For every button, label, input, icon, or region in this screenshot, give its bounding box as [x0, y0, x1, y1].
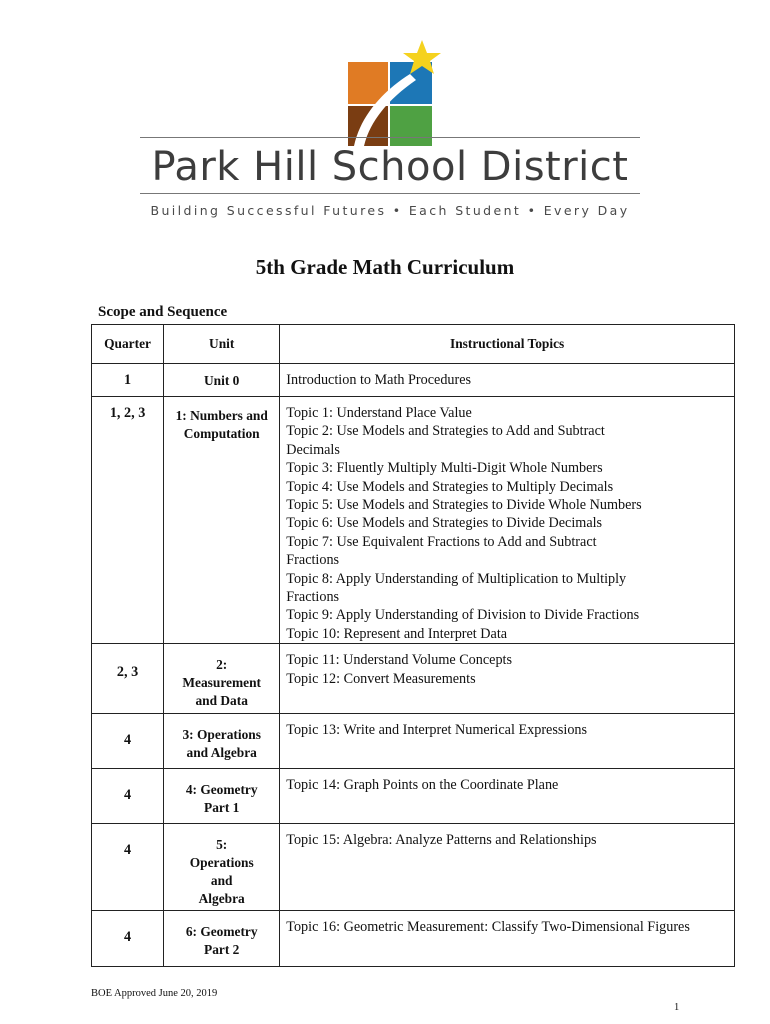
unit-line: and Algebra [186, 745, 257, 761]
topic-item: Topic 2: Use Models and Strategies to Add and Subtract [286, 423, 605, 440]
quarter-cell [92, 364, 164, 397]
quarter-cell [92, 824, 164, 911]
table-row [92, 824, 735, 911]
unit-cell [164, 644, 280, 714]
topic-item: Topic 14: Graph Points on the Coordinate Plane [286, 777, 559, 794]
unit-name [164, 714, 279, 762]
district-name: Park Hill School District [151, 144, 629, 190]
topic-item: Introduction to Math Procedures [286, 372, 472, 388]
topic-item: Topic 16: Geometric Measurement: Classify Two-Dimensional Figures [286, 919, 690, 936]
topics-list [286, 824, 730, 849]
header-unit: Unit [164, 325, 280, 364]
topic-item: Decimals [286, 441, 340, 458]
table-body [92, 364, 735, 967]
quarter-cell [92, 397, 164, 644]
unit-line: Part 2 [204, 942, 240, 958]
unit-line: 5: [216, 837, 228, 853]
curriculum-table [91, 324, 735, 967]
topics-cell [280, 769, 735, 824]
unit-line: Algebra [198, 891, 245, 907]
section-title: Scope and Sequence [98, 304, 228, 320]
unit-name [164, 644, 279, 710]
topic-item: Topic 15: Algebra: Analyze Patterns and Relationships [286, 832, 597, 849]
topic-item: Fractions [286, 552, 340, 569]
topic-item: Topic 11: Understand Volume Concepts [286, 652, 512, 669]
quarter-value: 4 [124, 732, 132, 749]
table-row [92, 714, 735, 769]
unit-cell [164, 397, 280, 644]
unit-name [164, 769, 279, 817]
quarter-cell [92, 911, 164, 967]
header-quarter: Quarter [92, 325, 164, 364]
unit-line: Operations [189, 855, 254, 871]
district-logo [0, 0, 770, 230]
unit-cell [164, 364, 280, 397]
topics-list [286, 644, 730, 688]
topic-item: Topic 8: Apply Understanding of Multiplication to Multiply [286, 570, 627, 587]
table-row [92, 644, 735, 714]
unit-cell [164, 769, 280, 824]
quarter-cell [92, 714, 164, 769]
topics-list [286, 397, 730, 643]
header-topics: Instructional Topics [280, 325, 735, 364]
unit-cell [164, 714, 280, 769]
topics-cell [280, 644, 735, 714]
quarter-value: 2, 3 [116, 664, 139, 681]
topic-item: Topic 4: Use Models and Strategies to Multiply Decimals [286, 478, 614, 495]
logo-mark-icon [340, 38, 450, 148]
topics-list [286, 714, 730, 739]
quarter-cell [92, 769, 164, 824]
topic-item: Topic 7: Use Equivalent Fractions to Add and Subtract [286, 533, 597, 550]
table-header-row [92, 325, 735, 364]
unit-name [164, 911, 279, 959]
unit-cell [164, 911, 280, 967]
logo-square-green [390, 106, 432, 146]
table-row [92, 911, 735, 967]
table-row [92, 769, 735, 824]
unit-line: 1: Numbers and [175, 408, 268, 423]
table-row [92, 364, 735, 397]
topic-item: Topic 12: Convert Measurements [286, 670, 476, 687]
topic-item: Topic 10: Represent and Interpret Data [286, 625, 508, 642]
topics-cell [280, 911, 735, 967]
topic-item: Topic 13: Write and Interpret Numerical Expressions [286, 722, 588, 739]
quarter-cell [92, 644, 164, 714]
quarter-value: 4 [124, 929, 132, 946]
unit-name [164, 824, 279, 908]
quarter-value: 1 [124, 372, 132, 388]
unit-line: Part 1 [204, 800, 240, 816]
table-row [92, 397, 735, 644]
topics-list [286, 769, 730, 794]
unit-name [164, 364, 279, 390]
quarter-value: 1, 2, 3 [109, 405, 146, 421]
topic-item: Topic 3: Fluently Multiply Multi-Digit Whole Numbers [286, 460, 603, 477]
topic-item: Topic 6: Use Models and Strategies to Divide Decimals [286, 515, 603, 532]
logo-top-rule [140, 137, 640, 138]
unit-line: 3: Operations [182, 727, 261, 743]
topic-item: Topic 1: Understand Place Value [286, 405, 472, 421]
topics-cell [280, 364, 735, 397]
quarter-value: 4 [124, 787, 132, 804]
topics-list [286, 364, 730, 389]
document-title: 5th Grade Math Curriculum [255, 255, 515, 279]
logo-bottom-rule [140, 193, 640, 194]
unit-line: and [210, 873, 233, 889]
unit-line: and Data [195, 693, 248, 709]
unit-line: 6: Geometry [185, 924, 258, 940]
unit-line: 4: Geometry [185, 782, 258, 798]
topic-item: Topic 9: Apply Understanding of Division to Divide Fractions [286, 607, 640, 624]
unit-line: 2: [216, 657, 228, 673]
approval-note: BOE Approved June 20, 2019 [91, 988, 218, 999]
unit-name [164, 397, 279, 443]
topics-cell [280, 397, 735, 644]
topics-list [286, 911, 730, 936]
district-tagline: Building Successful Futures • Each Student • Every Day [150, 203, 630, 218]
topic-item: Fractions [286, 589, 340, 606]
topics-cell [280, 824, 735, 911]
topic-item: Topic 5: Use Models and Strategies to Divide Whole Numbers [286, 497, 642, 514]
quarter-value: 4 [124, 842, 132, 859]
unit-line: Unit 0 [204, 373, 240, 388]
page-number: 1 [674, 1002, 680, 1013]
topics-cell [280, 714, 735, 769]
unit-line: Computation [183, 426, 260, 441]
unit-line: Measurement [182, 675, 261, 691]
unit-cell [164, 824, 280, 911]
